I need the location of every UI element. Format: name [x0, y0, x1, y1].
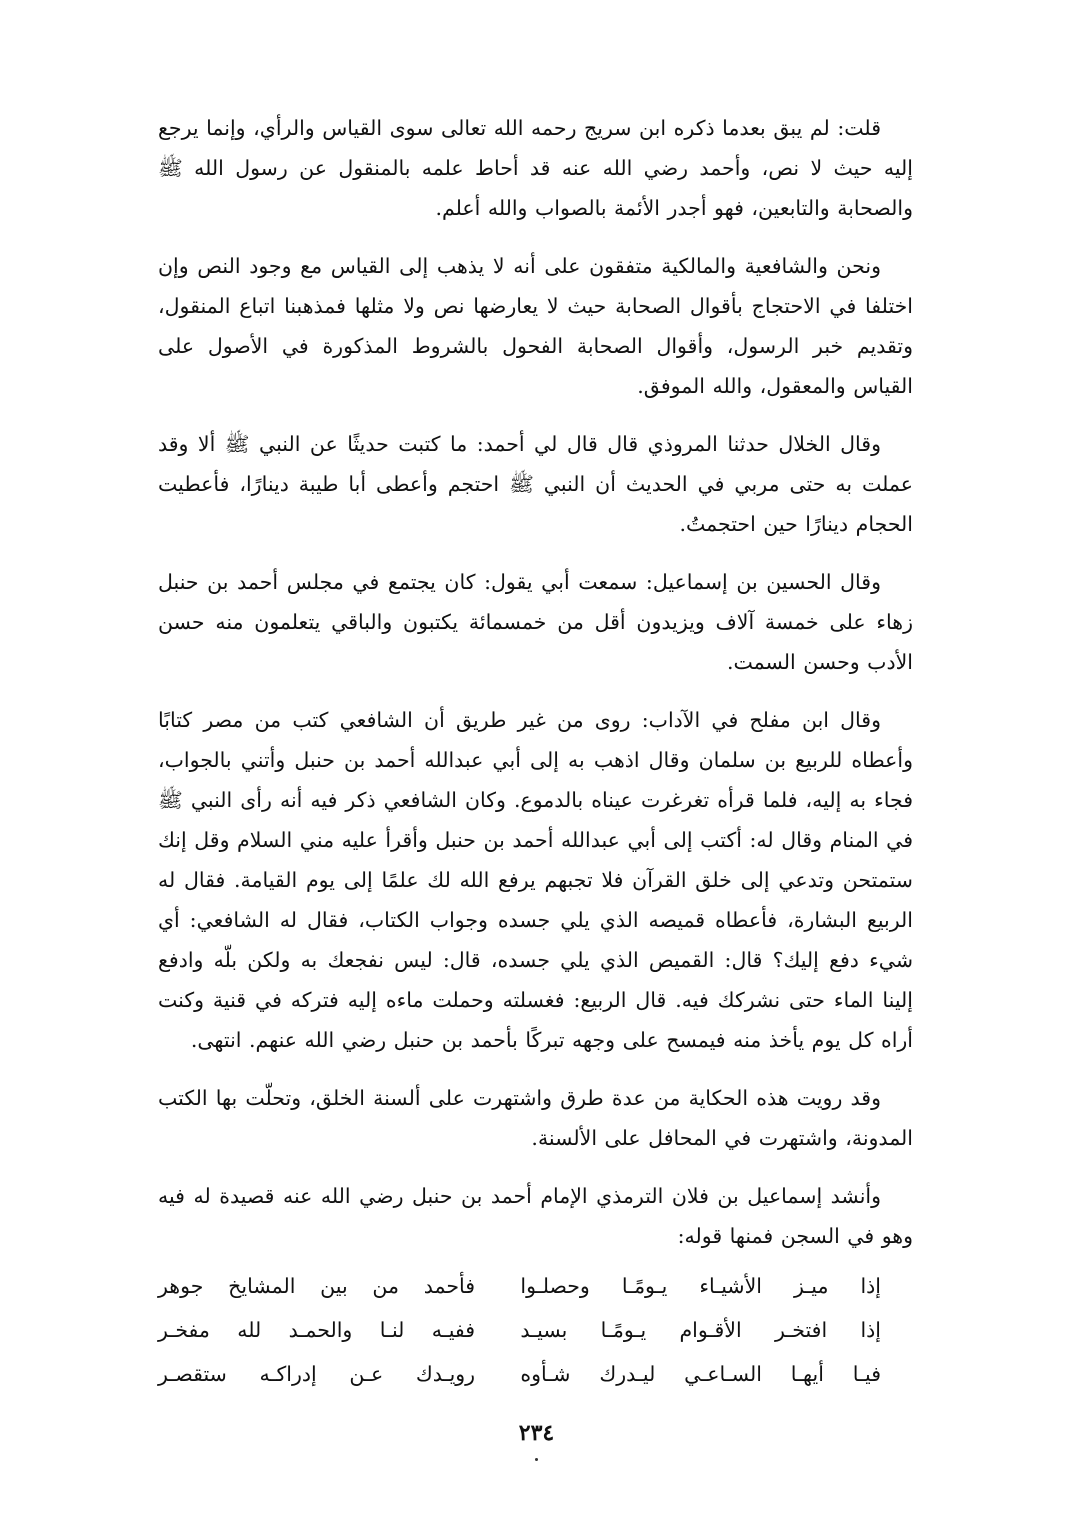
paragraph-5: وقال ابن مفلح في الآداب: روى من غير طريق أن الشافعي كتب من مصر كتابًا وأعطاه للربيع بن سلمان وقال اذهب به إلى أبي عبدالله أحمد بن حنبل وأتني بالجواب، فجاء به إليه، فلما قرأه تغرغرت عيناه بالدموع. وكان الشافعي ذكر فيه أنه رأى النبي ﷺ في المنام وقال له: أكتب إلى أبي عبدالله أحمد بن حنبل وأقرأ عليه مني السلام وقل إنك ستمتحن وتدعي إلى خلق القرآن فلا تجبهم يرفع الله لك علمًا إلى يوم القيامة. فقال له الربيع البشارة، فأعطاه قميصه الذي يلي جسده وجواب الكتاب، فقال له الشافعي: أي شيء دفع إليك؟ قال: القميص الذي يلي جسده، قال: ليس نفجعك به ولكن بلّه وادفع إلينا الماء حتى نشركك فيه. قال الربيع: فغسلته وحملت ماءه إليه فتركه في قنية وكنت أراه كل يوم يأخذ منه فيمسح على وجهه تبركًا بأحمد بن حنبل رضي الله عنهم. انتهى.: [158, 708, 913, 1052]
paragraph-2: ونحن والشافعية والمالكية متفقون على أنه لا يذهب إلى القياس مع وجود النص وإن اختلفا في الاحتجاج بأقوال الصحابة حيث لا يعارضها نص ولا مثلها فمذهبنا اتباع المنقول، وتقديم خبر الرسول، وأقوال الصحابة الفحول بالشروط المذكورة في الأصول على القياس والمعقول، والله الموفق.: [158, 254, 913, 398]
poem-verse: [158, 1362, 913, 1406]
poem-verse: [158, 1318, 913, 1362]
page-number: ٢٣٤: [518, 1420, 555, 1446]
poem-verse: [158, 1274, 913, 1318]
poem-first-hemistich: فيـا أيهـا السـاعـي ليـدرك شـأوه: [520, 1362, 881, 1386]
poem-second-hemistich: فأحمد من بين المشايخ جوهر: [158, 1274, 476, 1298]
poem-first-hemistich: إذا ميـز الأشيـاء يـومًـا وحصلـوا: [520, 1274, 881, 1298]
poem: [158, 1274, 913, 1406]
page-number-dot: [535, 1458, 538, 1461]
body-text: [158, 108, 913, 1406]
poem-first-hemistich: إذا افتخـر الأقـوام يـومًـا بسيـد: [520, 1318, 881, 1342]
paragraph-4: وقال الحسين بن إسماعيل: سمعت أبي يقول: كان يجتمع في مجلس أحمد بن حنبل زهاء على خمسة آلاف ويزيدون أقل من خمسمائة يكتبون والباقي يتعلمون منه حسن الأدب وحسن السمت.: [158, 570, 913, 674]
paragraph-1: قلت: لم يبق بعدما ذكره ابن سريج رحمه الله تعالى سوى القياس والرأي، وإنما يرجع إليه حيث لا نص، وأحمد رضي الله عنه قد أحاط علمه بالمنقول عن رسول الله ﷺ والصحابة والتابعين، فهو أجدر الأئمة بالصواب والله أعلم.: [158, 116, 913, 220]
poem-second-hemistich: ففيـه لنـا والحمـد لله مفخـر: [158, 1318, 476, 1342]
paragraph-3: وقال الخلال حدثنا المروذي قال قال لي أحمد: ما كتبت حديثًا عن النبي ﷺ ألا وقد عملت به حتى مربي في الحديث أن النبي ﷺ احتجم وأعطى أبا طيبة دينارًا، فأعطيت الحجام دينارًا حين احتجمتُ.: [158, 432, 913, 536]
paragraph-7: وأنشد إسماعيل بن فلان الترمذي الإمام أحمد بن حنبل رضي الله عنه قصيدة له فيه وهو في السجن فمنها قوله:: [158, 1184, 913, 1248]
poem-second-hemistich: رويـدك عـن إدراكـه ستقصـر: [158, 1362, 476, 1386]
paragraph-6: وقد رويت هذه الحكاية من عدة طرق واشتهرت على ألسنة الخلق، وتحلّت بها الكتب المدونة، واشتهرت في المحافل على الألسنة.: [158, 1086, 913, 1150]
